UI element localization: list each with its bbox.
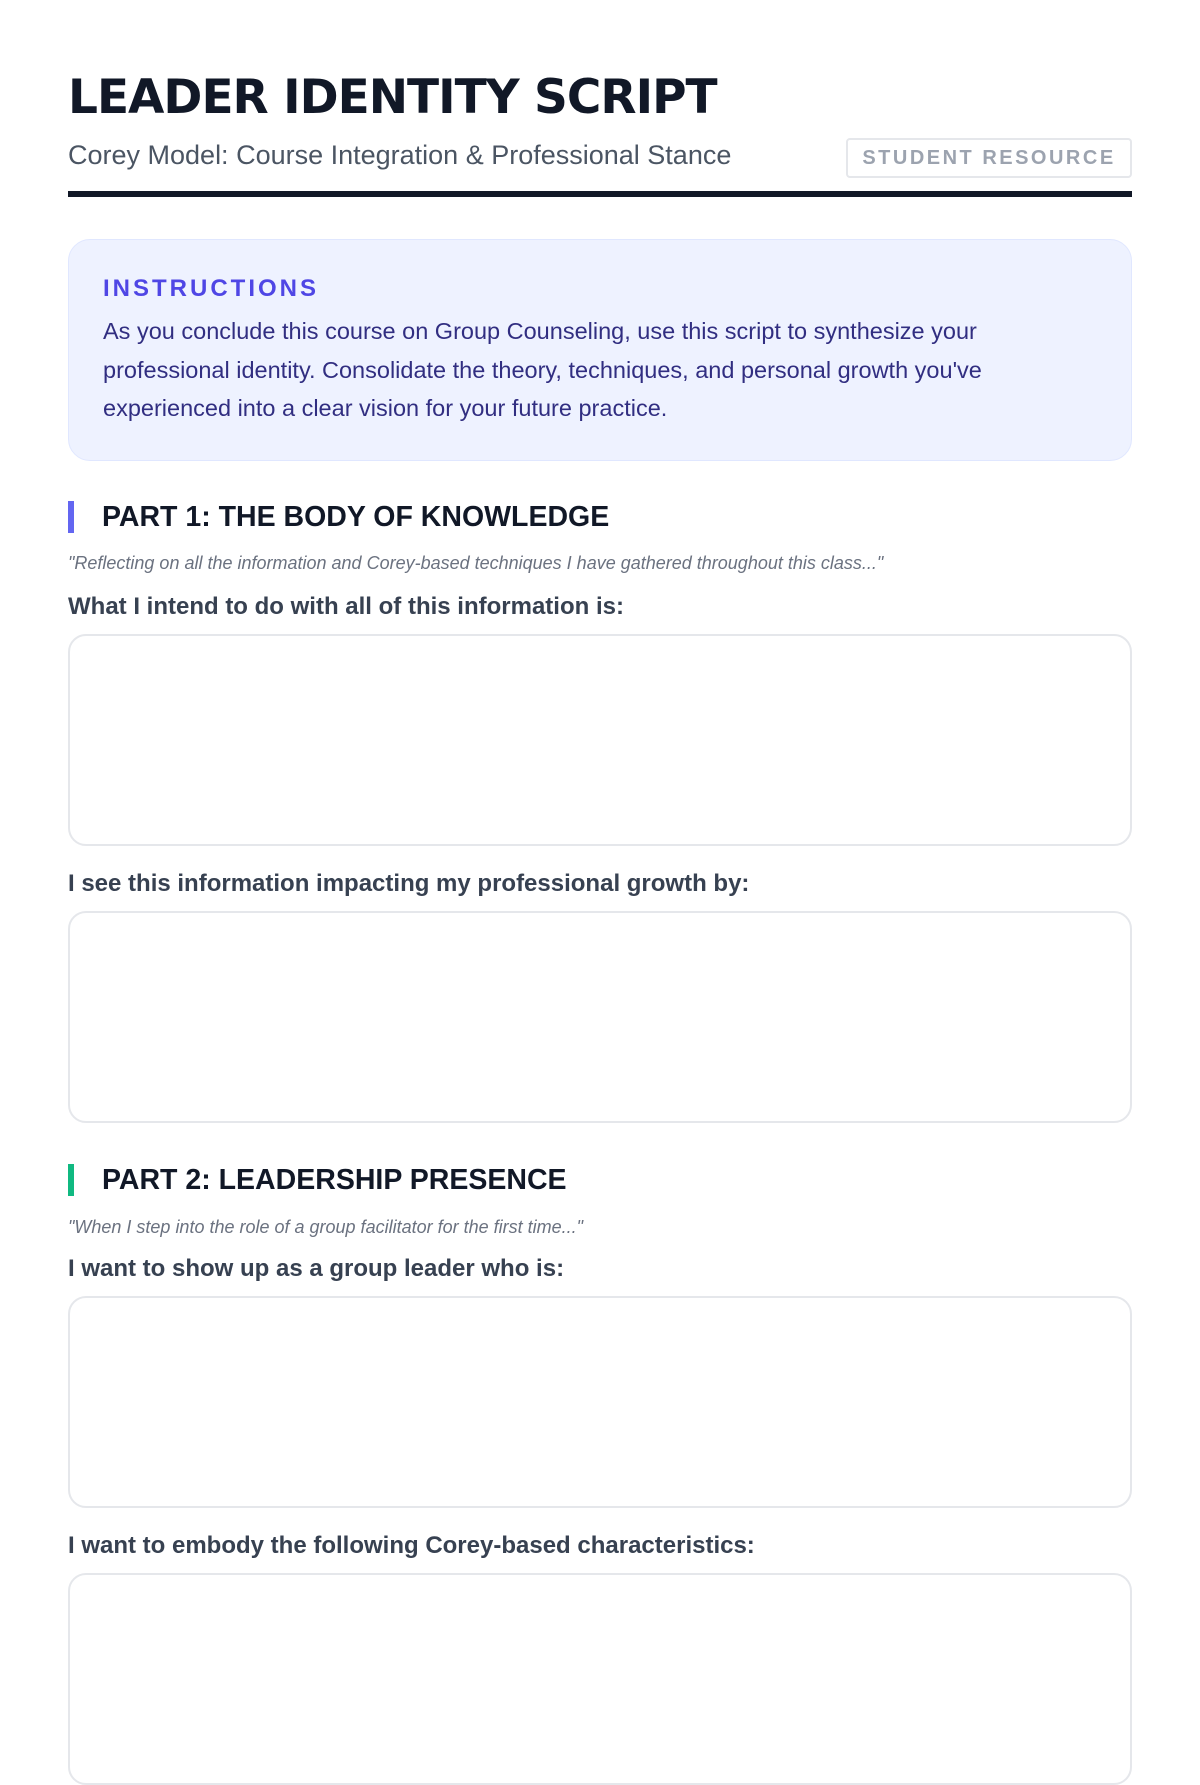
instructions-box — [68, 239, 1132, 461]
characteristics-response-textarea[interactable] — [68, 1573, 1132, 1785]
worksheet-header — [68, 0, 1132, 197]
field-label-intend: What I intend to do with all of this information is: — [68, 593, 624, 620]
intend-response-textarea[interactable] — [68, 634, 1132, 846]
student-resource-badge: STUDENT RESOURCE — [846, 138, 1132, 178]
field-label-characteristics: I want to embody the following Corey-based characteristics: — [68, 1532, 755, 1559]
header-divider — [68, 191, 1132, 197]
part-1-heading-text: PART 1: THE BODY OF KNOWLEDGE — [102, 501, 610, 533]
page-title: LEADER IDENTITY SCRIPT — [68, 70, 717, 125]
instructions-text: As you conclude this course on Group Counseling, use this script to synthesize your professional identity. Consolidate the theory, techniques, and personal growth you've experienced into a clear vision for your future practice. — [103, 318, 982, 421]
part-2-accent-bar — [68, 1164, 74, 1196]
page-subtitle: Corey Model: Course Integration & Professional Stance — [68, 140, 732, 170]
part-2-heading — [68, 1164, 1132, 1196]
part-1-quote: "Reflecting on all the information and Corey-based techniques I have gathered throughout this class..." — [68, 553, 884, 573]
part-2-heading-text: PART 2: LEADERSHIP PRESENCE — [102, 1164, 567, 1196]
field-label-growth: I see this information impacting my professional growth by: — [68, 870, 750, 897]
part-1-heading — [68, 501, 1132, 533]
subtitle-row — [68, 134, 1132, 188]
show-up-response-textarea[interactable] — [68, 1296, 1132, 1508]
part-1-accent-bar — [68, 501, 74, 533]
part-2-quote: "When I step into the role of a group facilitator for the first time..." — [68, 1217, 584, 1237]
growth-response-textarea[interactable] — [68, 911, 1132, 1123]
field-label-show-up: I want to show up as a group leader who is: — [68, 1255, 565, 1282]
instructions-heading: INSTRUCTIONS — [103, 275, 319, 302]
